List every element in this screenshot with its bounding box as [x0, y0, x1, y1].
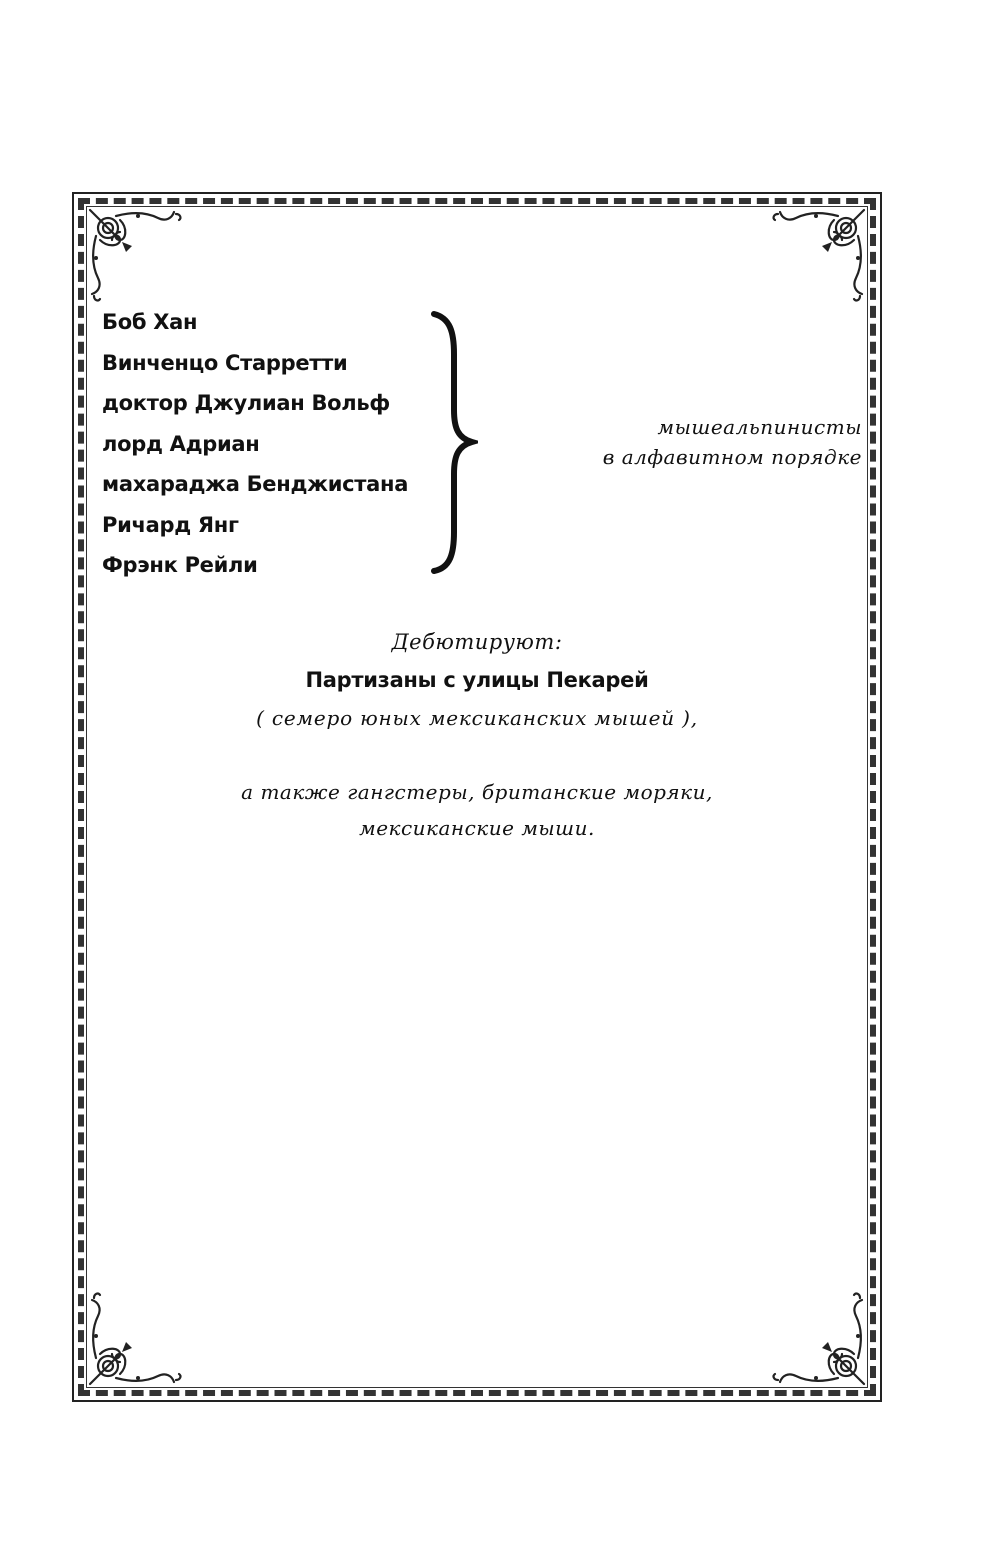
corner-ornament-icon	[768, 206, 868, 306]
cast-name: Боб Хан	[102, 310, 198, 334]
cast-name: доктор Джулиан Вольф	[102, 391, 390, 415]
cast-name: махараджа Бенджистана	[102, 472, 409, 496]
caption-line: в алфавитном порядке	[602, 445, 862, 469]
cast-name: Фрэнк Рейли	[102, 553, 258, 577]
corner-ornament-icon	[768, 1288, 868, 1388]
cast-name-list	[102, 302, 408, 586]
corner-ornament-icon	[86, 1288, 186, 1388]
debut-note: ( семеро юных мексиканских мышей ),	[256, 706, 698, 730]
also-line: а также гангстеры, британские моряки,	[241, 780, 713, 804]
corner-ornament-icon	[86, 206, 186, 306]
cast-name: Ричард Янг	[102, 512, 239, 537]
curly-brace-icon	[428, 310, 478, 575]
also-line: мексиканские мыши.	[359, 816, 595, 840]
cast-group-caption	[603, 412, 862, 472]
cast-name: Винченцо Старретти	[102, 350, 348, 375]
cast-name: лорд Адриан	[102, 431, 260, 456]
caption-line: мышеальпинисты	[657, 415, 862, 439]
debut-name: Партизаны с улицы Пекарей	[305, 668, 649, 692]
debut-heading: Дебютируют:	[391, 630, 563, 654]
